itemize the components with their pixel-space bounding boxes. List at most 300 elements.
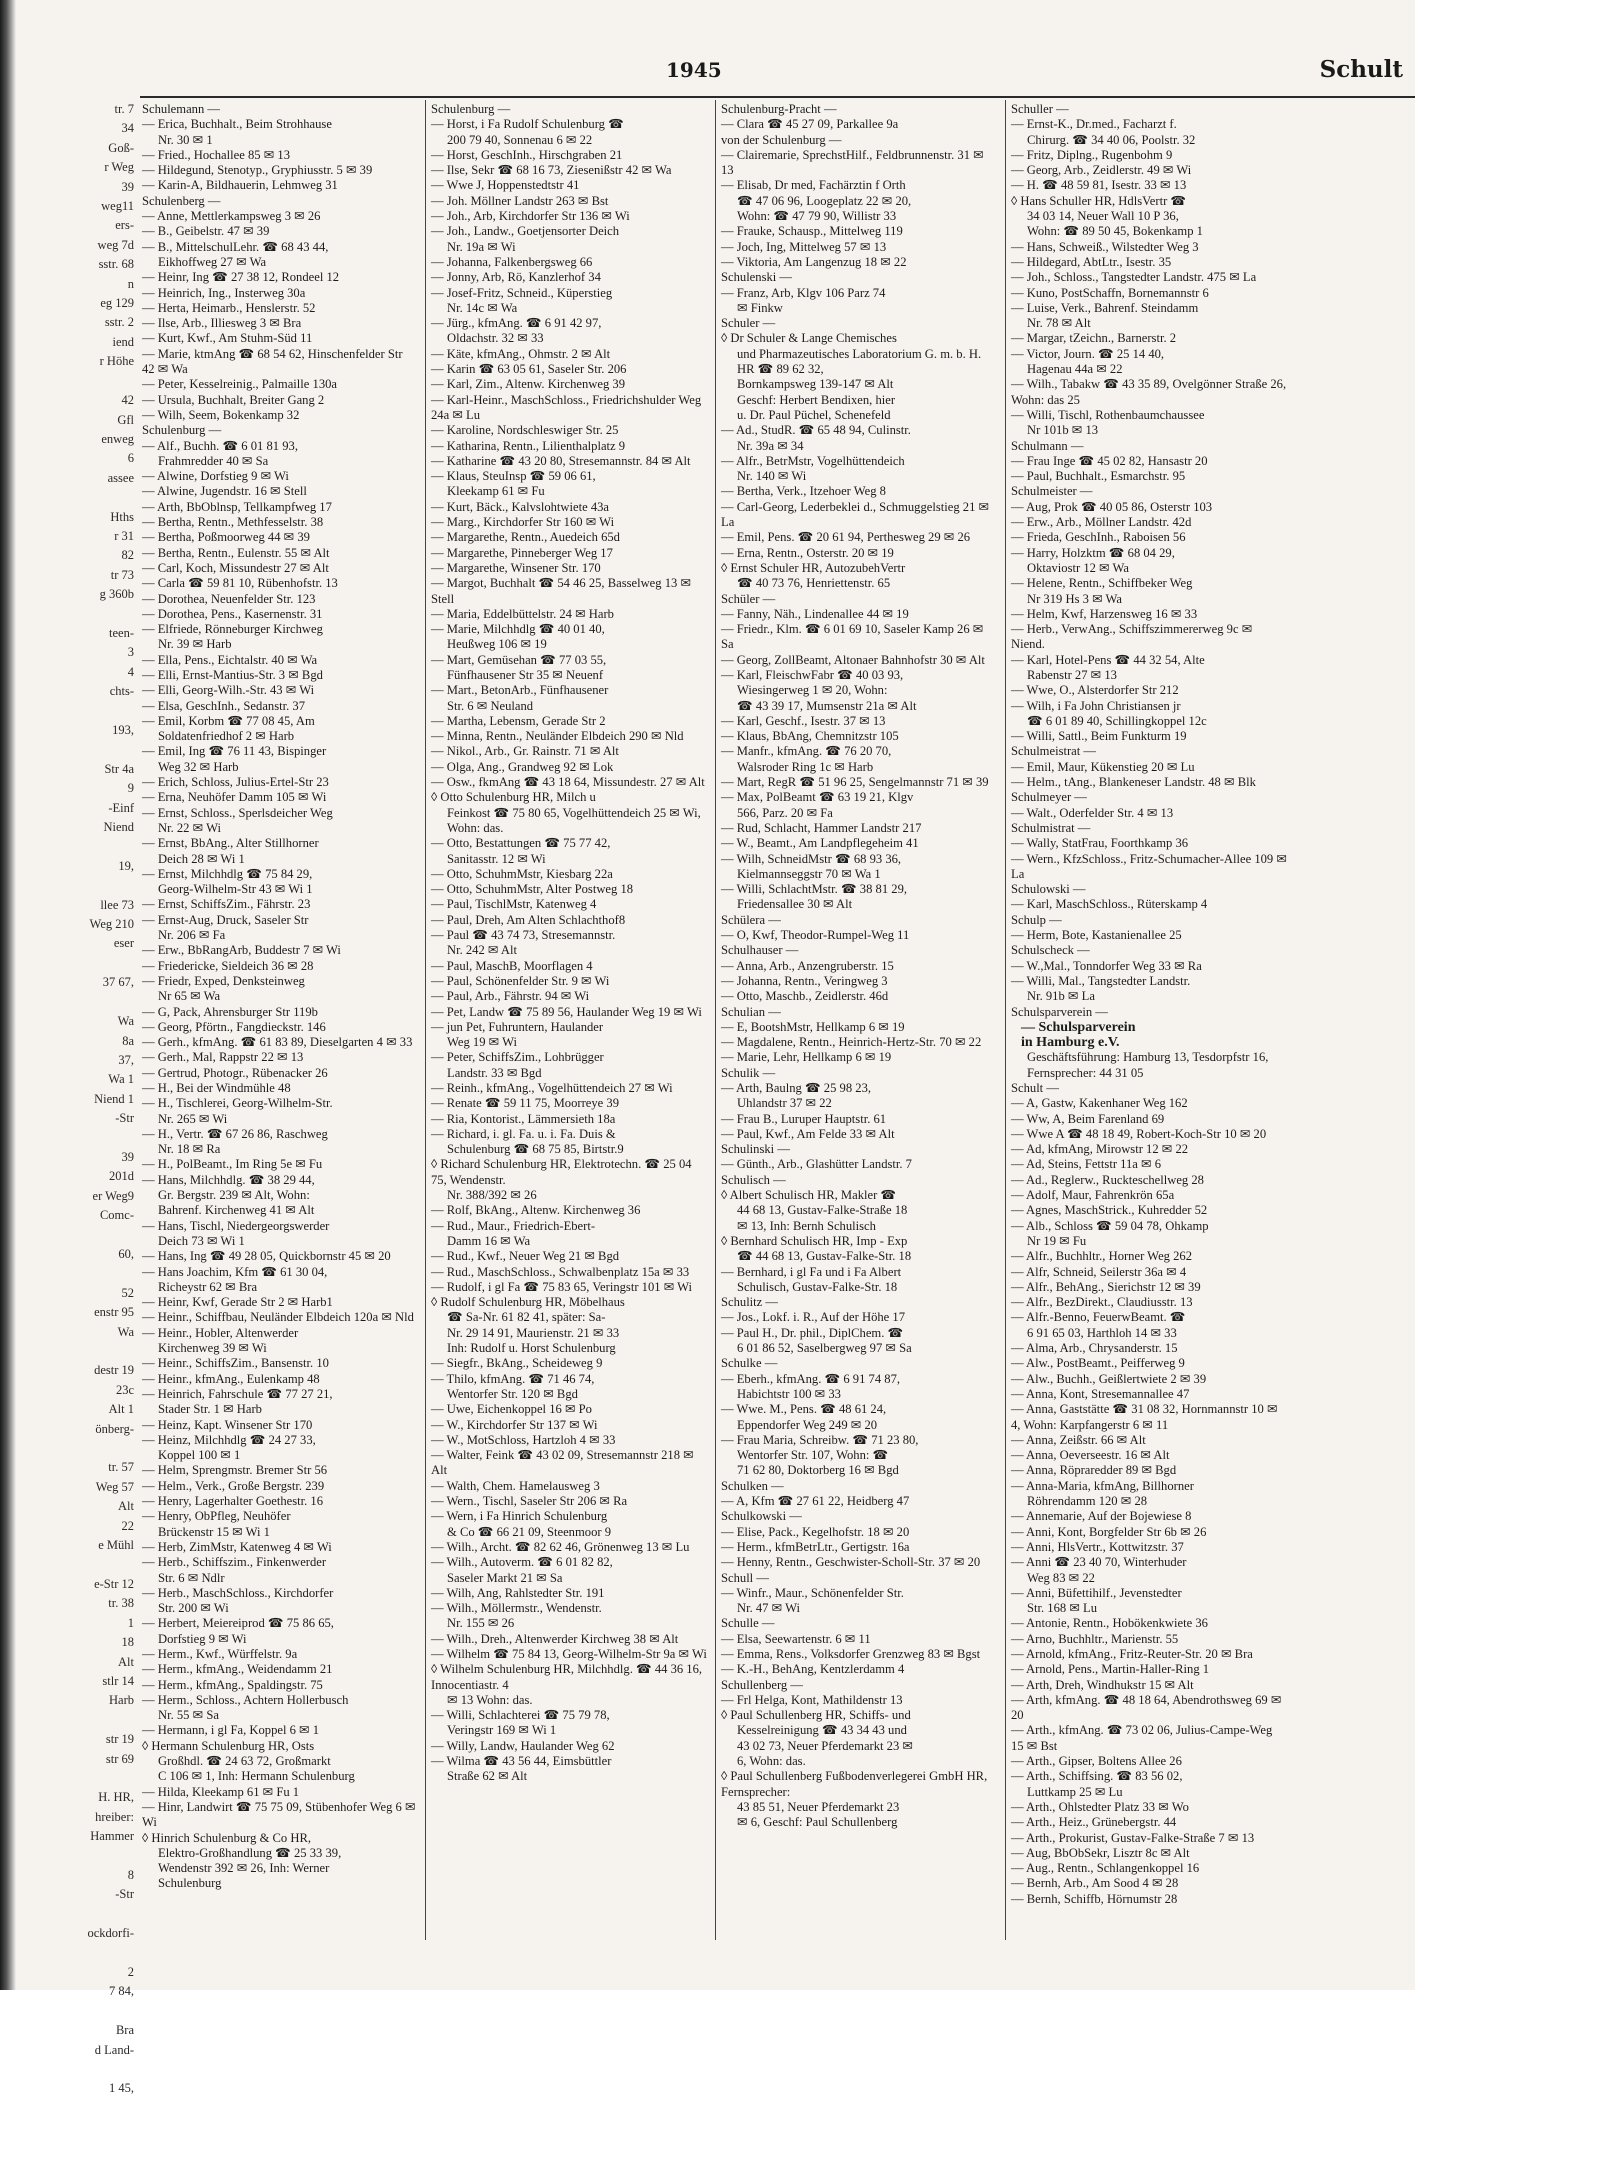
directory-entry: Frahmredder 40 ✉ Sa xyxy=(158,453,269,468)
directory-entry: — Hans, Ing ☎ 49 28 05, Quickbornstr 45 ✉ 20 xyxy=(142,1249,391,1264)
fragment-line: 39 xyxy=(121,179,134,194)
directory-entry: Str. 6 ✉ Neuland xyxy=(447,698,534,713)
directory-entry: — G, Pack, Ahrensburger Str 119b xyxy=(142,1004,318,1019)
directory-entry: — Erna, Rentn., Osterstr. 20 ✉ 19 xyxy=(721,545,894,560)
directory-entry: Weg 83 ✉ 22 xyxy=(1027,1570,1095,1585)
directory-entry: — Dorothea, Neuenfelder Str. 123 xyxy=(142,591,316,606)
directory-entry: — Bernh, Schiffb, Hörnumstr 28 xyxy=(1011,1891,1178,1906)
fragment-line xyxy=(14,740,134,759)
directory-entry: 44 68 13, Gustav-Falke-Straße 18 xyxy=(737,1203,908,1218)
directory-entry: — Arth, Baulng ☎ 25 98 23, xyxy=(721,1081,872,1095)
directory-entry: Kesselreinigung ☎ 43 34 43 und xyxy=(737,1723,907,1738)
directory-entry: Nr 65 ✉ Wa xyxy=(158,989,221,1004)
directory-entry: — Maria, Eddelbüttelstr. 24 ✉ Harb xyxy=(431,606,614,621)
directory-entry: — Ernst-Aug, Druck, Saseler Str xyxy=(142,912,309,927)
column-divider xyxy=(715,100,716,1940)
directory-entry: Oldachstr. 32 ✉ 33 xyxy=(447,331,544,346)
directory-entry: Nr. 14c ✉ Wa xyxy=(447,300,518,315)
directory-entry: — Henry, ObPfleg, Neuhöfer xyxy=(142,1509,291,1524)
directory-entry: — Johanna, Falkenbergsweg 66 xyxy=(431,254,593,269)
fragment-line: -Str xyxy=(115,1887,134,1902)
fragment-line: Comc- xyxy=(99,1208,134,1223)
directory-entry: — Frauke, Schausp., Mittelweg 119 xyxy=(721,224,903,239)
fragment-line: Weg 57 xyxy=(95,1479,134,1494)
directory-entry: ✉ 6, Geschf: Paul Schullenberg xyxy=(737,1815,898,1830)
directory-entry: ◊ Otto Schulenburg HR, Milch u xyxy=(431,790,596,805)
directory-entry: Nr. 78 ✉ Alt xyxy=(1027,316,1091,331)
fragment-line: tr 73 xyxy=(110,567,134,582)
fragment-line: iend xyxy=(112,334,134,349)
surname-heading: Schulenburg — xyxy=(142,423,222,438)
directory-entry: 43 02 73, Neuer Pferdemarkt 23 ✉ xyxy=(737,1738,913,1753)
fragment-line: g 360b xyxy=(99,587,134,602)
directory-entry: Nr. 39a ✉ 34 xyxy=(737,438,804,453)
surname-heading: Schull — xyxy=(721,1570,769,1585)
surname-heading: Schulenberg — xyxy=(142,193,221,208)
surname-heading: Schulsparverein — xyxy=(1011,1004,1108,1019)
directory-entry: — Carl, Koch, Missundestr 27 ✉ Alt xyxy=(142,560,329,575)
directory-entry: — Aug, Prok ☎ 40 05 86, Osterstr 103 xyxy=(1011,499,1213,514)
directory-entry: Eikhoffweg 27 ✉ Wa xyxy=(158,254,267,269)
directory-entry: — Ria, Kontorist., Lämmersieth 18a xyxy=(431,1111,616,1126)
directory-entry: — Hermann, i gl Fa, Koppel 6 ✉ 1 xyxy=(142,1723,320,1738)
directory-entry: — Klaus, BbAng, Chemnitzstr 105 xyxy=(721,729,899,744)
directory-entry: — Wilh, SchneidMstr ☎ 68 93 36, xyxy=(721,851,902,866)
directory-entry: ✉ Finkw xyxy=(737,300,783,315)
directory-entry: — jun Pet, Fuhruntern, Haulander xyxy=(431,1019,604,1034)
directory-entry: Nr. 55 ✉ Sa xyxy=(158,1708,219,1723)
directory-entry: Damm 16 ✉ Wa xyxy=(447,1233,531,1248)
fragment-line: 52 xyxy=(121,1285,134,1300)
directory-entry: — Carla ☎ 59 81 10, Rübenhofstr. 13 xyxy=(142,576,338,591)
surname-heading: Schulenburg — xyxy=(431,102,511,116)
fragment-line: 8 xyxy=(127,1867,134,1882)
directory-entry: — Paul, Dreh, Am Alten Schlachthof8 xyxy=(431,912,626,927)
directory-entry: — Jürg., kfmAng. ☎ 6 91 42 97, xyxy=(431,316,602,331)
directory-entry: — Karl, Geschf., Isestr. 37 ✉ 13 xyxy=(721,713,886,728)
directory-entry: — Friedericke, Sieldeich 36 ✉ 28 xyxy=(142,958,314,973)
directory-entry: — Ernst, BbAng., Alter Stillhorner xyxy=(142,836,319,851)
directory-entry: — Willi, Mal., Tangstedter Landstr. xyxy=(1011,973,1191,988)
directory-entry: Weg 19 ✉ Wi xyxy=(447,1035,518,1050)
directory-entry: ◊ Ernst Schuler HR, AutozubehVertr xyxy=(721,560,906,575)
scan-background xyxy=(1415,1700,1600,2177)
fragment-line xyxy=(14,1847,134,1866)
directory-entry: — Schulsparverein xyxy=(1021,1019,1136,1035)
directory-entry: Sanitasstr. 12 ✉ Wi xyxy=(447,851,546,866)
directory-entry: — Herb, ZimMstr, Katenweg 4 ✉ Wi xyxy=(142,1539,332,1554)
fragment-line: enstr 95 xyxy=(94,1305,134,1320)
directory-entry: Str. 168 ✉ Lu xyxy=(1027,1601,1098,1616)
directory-entry: — Hans Joachim, Kfm ☎ 61 30 04, xyxy=(142,1264,328,1279)
directory-entry: — Hilda, Kleekamp 61 ✉ Fu 1 xyxy=(142,1784,300,1799)
directory-entry: — Friedr, Exped, Denksteinweg xyxy=(142,973,305,988)
directory-entry: Wohn: ☎ 89 50 45, Bokenkamp 1 xyxy=(1027,224,1203,239)
directory-entry: — W.,Mal., Tonndorfer Weg 33 ✉ Ra xyxy=(1011,958,1202,973)
directory-entry: — Frl Helga, Kont, Mathildenstr 13 xyxy=(721,1692,903,1707)
fragment-line: str 69 xyxy=(105,1751,134,1766)
directory-entry: Nr. 18 ✉ Ra xyxy=(158,1142,221,1157)
directory-entry: — Joch, Ing, Mittelweg 57 ✉ 13 xyxy=(721,239,887,254)
surname-heading: Schulmeister — xyxy=(1011,484,1093,499)
fragment-line xyxy=(14,1711,134,1730)
fragment-line: 2 xyxy=(127,1965,134,1979)
directory-entry: 6 01 86 52, Saselbergweg 97 ✉ Sa xyxy=(737,1341,912,1356)
directory-entry: Saseler Markt 21 ✉ Sa xyxy=(447,1570,563,1585)
directory-entry: — Wilh, Seem, Bokenkamp 32 xyxy=(142,407,300,422)
directory-entry: — Willi, Sattl., Beim Funkturm 19 xyxy=(1011,729,1187,744)
directory-entry: — Mart, Gemüsehan ☎ 77 03 55, xyxy=(431,652,607,667)
directory-entry: — Carl-Georg, Lederbeklei d., Schmuggelstieg 21 ✉ La xyxy=(721,499,990,530)
directory-entry: — Wwe, O., Alsterdorfer Str 212 xyxy=(1011,683,1179,698)
directory-entry: Georg-Wilhelm-Str 43 ✉ Wi 1 xyxy=(158,882,313,897)
surname-heading: Schulmeyer — xyxy=(1011,790,1087,805)
directory-entry: ◊ Hinrich Schulenburg & Co HR, xyxy=(142,1830,312,1845)
directory-entry: — Karl, Hotel-Pens ☎ 44 32 54, Alte xyxy=(1011,652,1205,667)
directory-entry: Heußweg 106 ✉ 19 xyxy=(447,637,547,652)
fragment-line xyxy=(14,2002,134,2021)
directory-entry: — Mart, RegR ☎ 51 96 25, Sengelmannstr 71 ✉ 39 xyxy=(721,775,989,790)
directory-entry: — Anna, Oeverseestr. 16 ✉ Alt xyxy=(1011,1448,1170,1463)
directory-entry: Kleekamp 61 ✉ Fu xyxy=(447,484,545,499)
directory-entry: — Anni, Büfettihilf., Jevenstedter xyxy=(1011,1585,1182,1600)
directory-entry: — Paul H., Dr. phil., DiplChem. ☎ xyxy=(721,1325,904,1340)
directory-entry: Eppendorfer Weg 249 ✉ 20 xyxy=(737,1417,878,1432)
directory-entry: Wentorfer Str. 107, Wohn: ☎ xyxy=(737,1448,889,1463)
surname-heading: Schulmann — xyxy=(1011,438,1084,453)
directory-entry: — Margot, Buchhalt ☎ 54 46 25, Basselweg 13 ✉ Stell xyxy=(431,576,692,606)
directory-entry: — Walth, Chem. Hamelausweg 3 xyxy=(431,1478,600,1493)
directory-entry: — Margarethe, Pinneberger Weg 17 xyxy=(431,545,613,560)
directory-entry: — Alfr., BehAng., Sierichstr 12 ✉ 39 xyxy=(1011,1279,1201,1294)
directory-entry: — Wally, StatFrau, Foorthkamp 36 xyxy=(1011,836,1189,851)
directory-entry: — Josef-Fritz, Schneid., Küperstieg xyxy=(431,285,613,300)
directory-entry: Koppel 100 ✉ 1 xyxy=(158,1448,241,1463)
directory-entry: Friedensallee 30 ✉ Alt xyxy=(737,897,853,912)
fragment-line: 18 xyxy=(121,1635,134,1650)
directory-entry: Brückenstr 15 ✉ Wi 1 xyxy=(158,1524,270,1539)
directory-entry: — Bertha, Rentn., Eulenstr. 55 ✉ Alt xyxy=(142,545,330,560)
directory-entry: Weg 32 ✉ Harb xyxy=(158,759,239,774)
directory-entry: — Harry, Holzktm ☎ 68 04 29, xyxy=(1011,545,1175,560)
fragment-line xyxy=(14,993,134,1012)
directory-entry: Bahrenf. Kirchenweg 41 ✉ Alt xyxy=(158,1203,315,1218)
directory-entry: Deich 73 ✉ Wi 1 xyxy=(158,1233,245,1248)
directory-entry: — Paul ☎ 43 74 73, Stresemannstr. xyxy=(431,928,616,943)
directory-entry: — Anna, Röpraredder 89 ✉ Bgd xyxy=(1011,1463,1177,1478)
directory-entry: — Alwine, Dorfstieg 9 ✉ Wi xyxy=(142,469,289,484)
directory-entry: — Paul, TischlMstr, Katenweg 4 xyxy=(431,897,597,912)
directory-entry: Nr. 22 ✉ Wi xyxy=(158,820,221,835)
directory-entry: — Ella, Pens., Eichtalstr. 40 ✉ Wa xyxy=(142,652,318,667)
fragment-line: eg 129 xyxy=(100,296,134,311)
directory-entry: Feinkost ☎ 75 80 65, Vogelhüttendeich 25 ✉ Wi, Wohn: das. xyxy=(447,805,701,835)
directory-entry: Str. 200 ✉ Wi xyxy=(158,1601,229,1616)
directory-entry: — Herbert, Meiereiprod ☎ 75 86 65, xyxy=(142,1616,334,1631)
directory-entry: — K.-H., BehAng, Kentzlerdamm 4 xyxy=(721,1662,905,1677)
column-divider xyxy=(425,100,426,1940)
directory-entry: Fernsprecher: 44 31 05 xyxy=(1027,1065,1144,1080)
directory-entry: — Margarethe, Rentn., Auedeich 65d xyxy=(431,530,620,545)
fragment-line: -Einf xyxy=(108,800,134,815)
fragment-line: tr. 7 xyxy=(114,102,134,116)
directory-entry: Walsroder Ring 1c ✉ Harb xyxy=(737,759,874,774)
directory-entry: ✉ 13, Inh: Bernh Schulisch xyxy=(737,1218,876,1233)
fragment-line: r 31 xyxy=(114,528,134,543)
fragment-line: Alt 1 xyxy=(108,1402,134,1417)
directory-entry: — Joh., Schloss., Tangstedter Landstr. 475 ✉ La xyxy=(1011,270,1257,285)
fragment-line: chts- xyxy=(109,684,134,699)
directory-entry: — Ernst, Milchhdlg ☎ 75 84 29, xyxy=(142,866,313,881)
directory-entry: — Elli, Ernst-Mantius-Str. 3 ✉ Bgd xyxy=(142,667,323,682)
directory-entry: — Friedr., Klm. ☎ 6 01 69 10, Saseler Kamp 26 ✉ Sa xyxy=(721,622,984,652)
fragment-line: sstr. 2 xyxy=(104,315,134,330)
directory-entry: — E, BootshMstr, Hellkamp 6 ✉ 19 xyxy=(721,1019,905,1034)
fragment-line: eser xyxy=(113,936,134,951)
surname-heading: Schüler — xyxy=(721,591,776,606)
directory-entry: — Hildegund, Stenotyp., Gryphiusstr. 5 ✉ 39 xyxy=(142,163,373,178)
fragment-line: enweg xyxy=(101,431,134,446)
directory-entry: — Herm., Schloss., Achtern Hollerbusch xyxy=(142,1692,349,1707)
directory-entry: — Helm, Sprengmstr. Bremer Str 56 xyxy=(142,1463,328,1478)
fragment-line: önberg- xyxy=(95,1421,134,1436)
directory-entry: — Siegfr., BkAng., Scheideweg 9 xyxy=(431,1356,603,1371)
directory-entry: — Anne, Mettlerkampsweg 3 ✉ 26 xyxy=(142,209,321,224)
directory-entry: — Heinr, Ing ☎ 27 38 12, Rondeel 12 xyxy=(142,270,340,285)
directory-entry: Schulisch, Gustav-Falke-Str. 18 xyxy=(737,1279,898,1294)
directory-entry: Veringstr 169 ✉ Wi 1 xyxy=(447,1723,557,1738)
directory-entry: — Alb., Schloss ☎ 59 04 78, Ohkamp xyxy=(1011,1218,1209,1233)
surname-heading: Schulken — xyxy=(721,1478,784,1493)
directory-entry: — Paul, Schönenfelder Str. 9 ✉ Wi xyxy=(431,973,610,988)
surname-heading: Schulowski — xyxy=(1011,882,1086,897)
directory-entry: — O, Kwf, Theodor-Rumpel-Weg 11 xyxy=(721,928,910,943)
directory-entry: 43 85 51, Neuer Pferdemarkt 23 xyxy=(737,1799,900,1814)
directory-entry: — Wilh., Autoverm. ☎ 6 01 82 82, xyxy=(431,1555,613,1570)
page-number: 1945 xyxy=(666,58,722,82)
directory-entry: ◊ Hans Schuller HR, HdlsVertr ☎ xyxy=(1011,193,1187,208)
fragment-line: 4 xyxy=(127,664,134,679)
fragment-line: sstr. 68 xyxy=(98,257,134,272)
fragment-line: assee xyxy=(107,470,134,485)
directory-entry: Luttkamp 25 ✉ Lu xyxy=(1027,1784,1123,1799)
directory-entry: — Walt., Oderfelder Str. 4 ✉ 13 xyxy=(1011,805,1174,820)
directory-entry: Röhrendamm 120 ✉ 28 xyxy=(1027,1494,1148,1509)
directory-entry: — Arth., Heiz., Grünebergstr. 44 xyxy=(1011,1815,1177,1830)
surname-heading: Schult — xyxy=(1011,1081,1059,1095)
fragment-line: weg11 xyxy=(101,199,134,214)
directory-entry: — Käte, kfmAng., Ohmstr. 2 ✉ Alt xyxy=(431,346,611,361)
directory-entry: ☎ 40 73 76, Henriettenstr. 65 xyxy=(737,576,891,591)
directory-entry: ◊ Paul Schullenberg HR, Schiffs- und xyxy=(721,1708,911,1723)
directory-entry: — Wern., Tischl, Saseler Str 206 ✉ Ra xyxy=(431,1494,628,1509)
fragment-line: Niend 1 xyxy=(94,1091,134,1106)
directory-entry: ☎ 44 68 13, Gustav-Falke-Str. 18 xyxy=(737,1249,912,1264)
directory-entry: — Horst, i Fa Rudolf Schulenburg ☎ xyxy=(431,117,624,132)
fragment-line: Goß- xyxy=(108,140,134,155)
fragment-line xyxy=(14,1555,134,1574)
directory-entry: — Karoline, Nordschleswiger Str. 25 xyxy=(431,423,619,438)
directory-entry: — Otto, Maschb., Zeidlerstr. 46d xyxy=(721,989,889,1004)
directory-entry: — Heinrich, Ing., Insterweg 30a xyxy=(142,285,306,300)
fragment-line xyxy=(14,837,134,856)
header-rule xyxy=(140,96,1415,98)
directory-entry: Geschf: Herbert Bendixen, hier xyxy=(737,392,896,407)
directory-entry: — Bernh, Arb., Am Sood 4 ✉ 28 xyxy=(1011,1876,1179,1891)
directory-entry: — Alfr., BezDirekt., Claudiusstr. 13 xyxy=(1011,1295,1193,1310)
directory-entry: — Emil, Korbm ☎ 77 08 45, Am xyxy=(142,713,315,728)
directory-entry: — Walter, Feink ☎ 43 02 09, Stresemannstr 218 ✉ Alt xyxy=(431,1448,694,1478)
directory-entry: — Emma, Rens., Volksdorfer Grenzweg 83 ✉ Bgst xyxy=(721,1646,981,1661)
directory-entry: & Co ☎ 66 21 09, Steenmoor 9 xyxy=(447,1524,612,1539)
directory-entry: ◊ Hermann Schulenburg HR, Osts xyxy=(142,1738,315,1753)
directory-entry: — Wilh., Dreh., Altenwerder Kirchweg 38 ✉ Alt xyxy=(431,1631,679,1646)
directory-entry: — Joh. Möllner Landstr 263 ✉ Bst xyxy=(431,193,609,208)
directory-entry: — Herb., Schiffszim., Finkenwerder xyxy=(142,1555,327,1570)
directory-entry: — Ad, Steins, Fettstr 11a ✉ 6 xyxy=(1011,1157,1162,1172)
directory-entry: — Ad, kfmAng, Mirowstr 12 ✉ 22 xyxy=(1011,1142,1189,1157)
fragment-line: 39 xyxy=(121,1149,134,1164)
directory-entry: — Manfr., kfmAng. ☎ 76 20 70, xyxy=(721,744,892,759)
directory-entry: — Erna, Neuhöfer Damm 105 ✉ Wi xyxy=(142,790,327,805)
directory-entry: Kirchenweg 39 ✉ Wi xyxy=(158,1341,267,1356)
fragment-line: ers- xyxy=(115,218,134,233)
directory-entry: — B., Geibelstr. 47 ✉ 39 xyxy=(142,224,270,239)
fragment-line: tr. 57 xyxy=(108,1460,134,1475)
directory-entry: ◊ Rudolf Schulenburg HR, Möbelhaus xyxy=(431,1295,625,1310)
directory-entry: — Herm., Kwf., Würffelstr. 9a xyxy=(142,1646,298,1661)
fragment-line: n xyxy=(127,276,134,291)
directory-entry: — Georg, Pförtn., Fangdieckstr. 146 xyxy=(142,1019,326,1034)
fragment-line: str 19 xyxy=(105,1732,134,1747)
column-divider xyxy=(1005,100,1006,1940)
fragment-line: d Land- xyxy=(94,2042,134,2057)
directory-entry: ◊ Bernhard Schulisch HR, Imp - Exp xyxy=(721,1233,908,1248)
directory-entry: — Ilse, Sekr ☎ 68 16 73, Ziesenißstr 42 ✉ Wa xyxy=(431,163,672,178)
directory-entry: — Herb., MaschSchloss., Kirchdorfer xyxy=(142,1585,334,1600)
directory-entry: — H., PolBeamt., Im Ring 5e ✉ Fu xyxy=(142,1157,323,1172)
fragment-line: Alt xyxy=(118,1654,134,1669)
surname-heading: Schulke — xyxy=(721,1356,778,1371)
directory-entry: ◊ Richard Schulenburg HR, Elektrotechn. ☎ 25 04 75, Wendenstr. xyxy=(431,1157,692,1187)
directory-entry: — Arth., Schiffsing. ☎ 83 56 02, xyxy=(1011,1769,1183,1784)
directory-entry: — Fritz, Diplng., Rugenbohm 9 xyxy=(1011,147,1173,162)
directory-entry: — Frau Inge ☎ 45 02 82, Hansastr 20 xyxy=(1011,453,1208,468)
directory-entry: — Alf., Buchh. ☎ 6 01 81 93, xyxy=(142,438,298,453)
fragment-line: 37 67, xyxy=(102,975,134,990)
directory-entry: Str. 6 ✉ Ndlr xyxy=(158,1570,225,1585)
fragment-line: r Weg xyxy=(104,160,134,175)
directory-entry: Straße 62 ✉ Alt xyxy=(447,1769,528,1784)
directory-entry: — Ernst, Schloss., Sperlsdeicher Weg xyxy=(142,805,333,820)
directory-entry: — Paul, Buchhalt., Esmarchstr. 95 xyxy=(1011,469,1186,484)
directory-entry: — Renate ☎ 59 11 75, Moorreye 39 xyxy=(431,1096,619,1111)
fragment-line: weg 7d xyxy=(97,237,134,252)
fragment-line: Str 4a xyxy=(104,761,134,776)
directory-entry: C 106 ✉ 1, Inh: Hermann Schulenburg xyxy=(158,1769,355,1784)
directory-entry: — Heinr., Hobler, Altenwerder xyxy=(142,1325,299,1340)
directory-entry: — Erich, Schloss, Julius-Ertel-Str 23 xyxy=(142,775,329,790)
directory-column-4 xyxy=(1011,102,1287,1942)
directory-entry: — Günth., Arb., Glashütter Landstr. 7 xyxy=(721,1157,912,1172)
directory-entry: 566, Parz. 20 ✉ Fa xyxy=(737,805,833,820)
directory-entry: — Otto, SchuhmMstr, Kiesbarg 22a xyxy=(431,866,613,881)
directory-entry: Nr 319 Hs 3 ✉ Wa xyxy=(1027,591,1123,606)
directory-entry: — Agnes, MaschStrick., Kuhredder 52 xyxy=(1011,1203,1208,1218)
directory-entry: — Herm., kfmAng., Spaldingstr. 75 xyxy=(142,1677,323,1692)
directory-entry: — Rudolf, i gl Fa ☎ 75 83 65, Veringstr 101 ✉ Wi xyxy=(431,1279,693,1294)
fragment-line: 34 xyxy=(121,121,134,136)
directory-entry: Hagenau 44a ✉ 22 xyxy=(1027,362,1123,377)
surname-heading: Schulmistrat — xyxy=(1011,820,1091,835)
fragment-line: Harb xyxy=(109,1693,134,1708)
fragment-line: 201d xyxy=(109,1169,134,1184)
directory-entry: — Victor, Journ. ☎ 25 14 40, xyxy=(1011,346,1165,361)
directory-entry: u. Dr. Paul Püchel, Schenefeld xyxy=(737,407,891,422)
directory-entry: — Herm, Bote, Kastanienallee 25 xyxy=(1011,928,1182,943)
directory-entry: — Anna, Kont, Stresemannallee 47 xyxy=(1011,1386,1190,1401)
directory-entry: — Wilma ☎ 43 56 44, Eimsbüttler xyxy=(431,1754,612,1769)
directory-entry: — Anna, Gaststätte ☎ 31 08 32, Hornmannstr 10 ✉ 4, Wohn: Karpfangerstr 6 ✉ 11 xyxy=(1011,1402,1278,1432)
directory-entry: — Richard, i. gl. Fa. u. i. Fa. Duis & xyxy=(431,1126,616,1141)
surname-heading: Schullenberg — xyxy=(721,1677,803,1692)
directory-entry: — Wilhelm ☎ 75 84 13, Georg-Wilhelm-Str 9a ✉ Wi xyxy=(431,1646,707,1661)
directory-entry: Inh: Rudolf u. Horst Schulenburg xyxy=(447,1341,616,1356)
directory-entry: Nr 101b ✉ 13 xyxy=(1027,423,1099,438)
fragment-line xyxy=(14,1226,134,1245)
fragment-line: 7 84, xyxy=(109,1984,134,1999)
directory-entry: — Karin-A, Bildhauerin, Lehmweg 31 xyxy=(142,178,338,193)
directory-entry: — Arth., Prokurist, Gustav-Falke-Straße 7 ✉ 13 xyxy=(1011,1830,1255,1845)
fragment-line: hreiber: xyxy=(95,1809,134,1824)
facing-page-fragment xyxy=(14,100,134,2096)
fragment-line: 42 xyxy=(121,393,134,408)
surname-heading: Schulmeistrat — xyxy=(1011,744,1096,759)
surname-heading: Schulle — xyxy=(721,1616,775,1631)
directory-entry: — Hans, Tischl, Niedergeorgswerder xyxy=(142,1218,330,1233)
fragment-line: Bra xyxy=(115,2023,134,2038)
directory-entry: Nr. 155 ✉ 26 xyxy=(447,1616,515,1631)
directory-entry: — Ernst, SchiffsZim., Fährstr. 23 xyxy=(142,897,311,912)
directory-entry: — Annemarie, Auf der Bojewiese 8 xyxy=(1011,1509,1192,1524)
fragment-line: 1 45, xyxy=(109,2081,134,2096)
directory-entry: — Alwine, Jugendstr. 16 ✉ Stell xyxy=(142,484,307,499)
directory-entry: 200 79 40, Sonnenau 6 ✉ 22 xyxy=(447,132,593,147)
surname-heading: Schulhauser — xyxy=(721,943,799,958)
directory-entry: Habichtstr 100 ✉ 33 xyxy=(737,1386,841,1401)
directory-entry: ☎ 6 01 89 40, Schillingkoppel 12c xyxy=(1027,713,1207,728)
directory-entry: — Georg, ZollBeamt, Altonaer Bahnhofstr 30 ✉ Alt xyxy=(721,652,985,667)
directory-entry: Wiesingerweg 1 ✉ 20, Wohn: xyxy=(737,683,888,698)
directory-entry: — H., Tischlerei, Georg-Wilhelm-Str. xyxy=(142,1096,333,1111)
fragment-line: 22 xyxy=(121,1518,134,1533)
directory-entry: — Adolf, Maur, Fahrenkrön 65a xyxy=(1011,1188,1175,1203)
fragment-line xyxy=(14,488,134,507)
directory-entry: — A, Kfm ☎ 27 61 22, Heidberg 47 xyxy=(721,1494,910,1509)
directory-entry: — Henny, Rentn., Geschwister-Scholl-Str. 37 ✉ 20 xyxy=(721,1555,981,1570)
fragment-line: destr 19 xyxy=(94,1363,134,1378)
directory-entry: — Otto, Bestattungen ☎ 75 77 42, xyxy=(431,836,611,851)
directory-entry: — Anna, Zeißstr. 66 ✉ Alt xyxy=(1011,1432,1146,1447)
directory-entry: — Ad., StudR. ☎ 65 48 94, Culinstr. xyxy=(721,423,911,438)
directory-entry: — Nikol., Arb., Gr. Rainstr. 71 ✉ Alt xyxy=(431,744,619,759)
directory-entry: — Willi, Schlachterei ☎ 75 79 78, xyxy=(431,1708,610,1723)
fragment-line: -Str xyxy=(115,1111,134,1126)
directory-entry: — Kurt, Bäck., Kalvslohtwiete 43a xyxy=(431,499,610,514)
directory-entry: — Johanna, Rentn., Veringweg 3 xyxy=(721,973,888,988)
directory-entry: — Helene, Rentn., Schiffbeker Weg xyxy=(1011,576,1193,591)
fragment-line: Weg 210 xyxy=(89,917,134,932)
